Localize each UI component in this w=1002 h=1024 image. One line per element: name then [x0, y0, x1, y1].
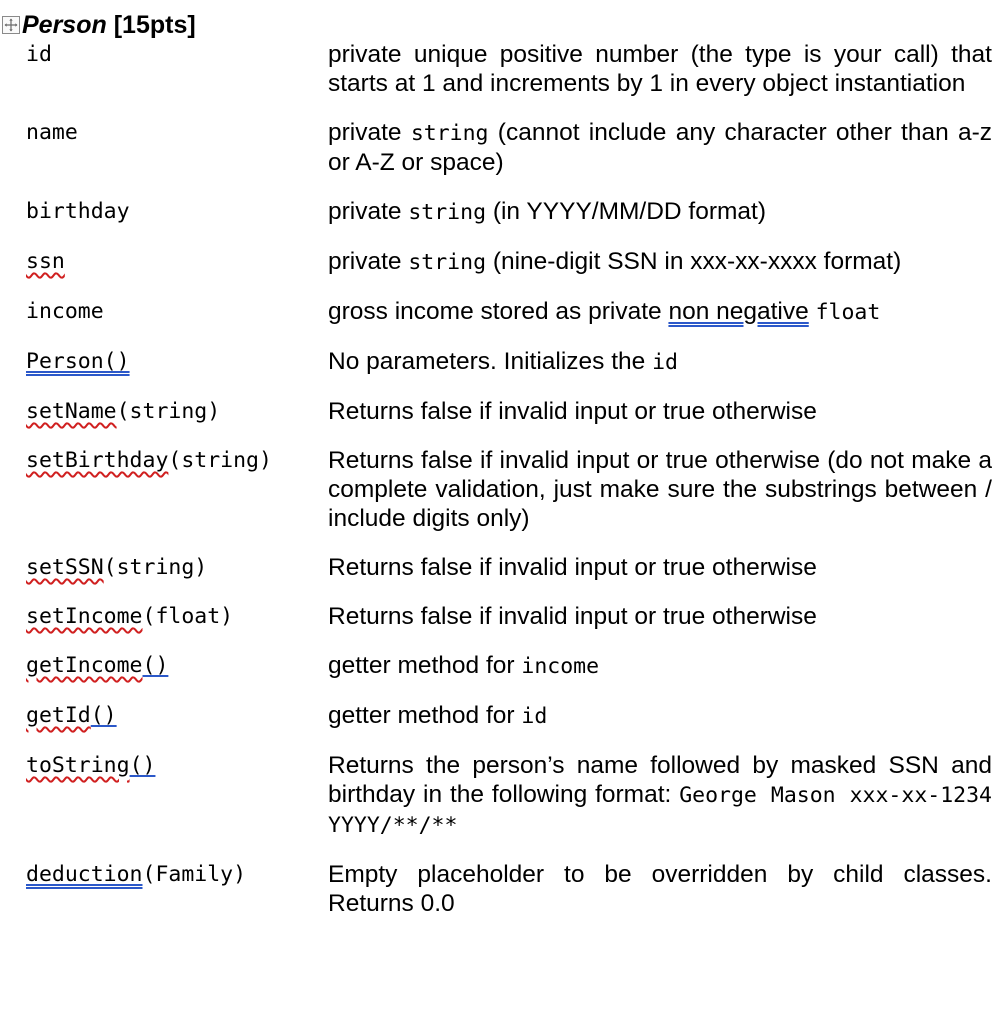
description-cell	[328, 397, 992, 446]
table-row	[26, 118, 992, 197]
description-text: Returns false if invalid input or true otherwise	[328, 603, 817, 630]
member-name: getIncome	[26, 653, 143, 678]
description-text: private	[328, 248, 409, 275]
description-cell	[328, 118, 992, 197]
member-cell	[26, 297, 328, 347]
description-cell	[328, 40, 992, 118]
member-name: setIncome	[26, 604, 143, 629]
member-name: income	[26, 299, 104, 324]
description-code: id	[652, 350, 678, 375]
member-args: (string)	[116, 399, 221, 424]
spec-table	[26, 40, 992, 938]
member-cell	[26, 751, 328, 860]
member-cell	[26, 860, 328, 938]
table-row	[26, 297, 992, 347]
member-args: ()	[129, 753, 156, 778]
table-row	[26, 197, 992, 247]
table-row	[26, 751, 992, 860]
description-text: Returns the person’s name followed by masked SSN and birthday in the following format:	[328, 752, 992, 808]
description-text: getter method for	[328, 702, 522, 729]
member-cell	[26, 247, 328, 297]
description-cell	[328, 247, 992, 297]
member-args: (string)	[168, 448, 272, 473]
points-label: [15pts]	[113, 11, 196, 39]
member-name: Person()	[26, 349, 130, 374]
description-code: float	[815, 300, 881, 325]
table-row	[26, 701, 992, 751]
member-name: setBirthday	[26, 448, 169, 473]
member-name: setName	[26, 399, 117, 424]
description-code: string	[410, 121, 489, 146]
table-move-handle-icon[interactable]	[2, 16, 20, 34]
section-heading	[0, 10, 196, 40]
description-cell	[328, 751, 992, 860]
member-name: name	[26, 120, 78, 145]
description-code: income	[521, 654, 600, 679]
table-row	[26, 446, 992, 553]
description-text: (cannot include any character other than a-z or A-Z or space)	[328, 119, 993, 176]
description-text: private	[328, 198, 409, 225]
description-code: id	[521, 704, 548, 729]
member-cell	[26, 651, 328, 701]
class-name: Person	[22, 11, 107, 39]
description-cell	[328, 553, 992, 602]
description-text: gross income stored as private	[328, 298, 669, 325]
table-row	[26, 397, 992, 446]
description-code: string	[408, 250, 487, 275]
table-row	[26, 860, 992, 938]
description-cell	[328, 347, 992, 397]
member-cell	[26, 397, 328, 446]
member-cell	[26, 40, 328, 118]
member-cell	[26, 197, 328, 247]
member-name: ssn	[26, 249, 65, 274]
description-cell	[328, 651, 992, 701]
description-text: No parameters. Initializes the	[328, 348, 653, 375]
member-cell	[26, 446, 328, 553]
description-code: string	[408, 200, 487, 225]
table-row	[26, 247, 992, 297]
member-args: ()	[142, 653, 169, 678]
description-cell	[328, 297, 992, 347]
member-name: deduction	[26, 862, 143, 887]
member-args: (float)	[142, 604, 234, 629]
member-args: (string)	[103, 555, 208, 580]
member-cell	[26, 553, 328, 602]
member-cell	[26, 602, 328, 651]
description-text: (in YYYY/MM/DD format)	[486, 198, 766, 225]
description-cell	[328, 197, 992, 247]
grammar-flagged-text[interactable]: non negative	[668, 298, 809, 325]
member-name: setSSN	[26, 555, 104, 580]
member-args: ()	[90, 703, 117, 728]
description-text: getter method for	[328, 652, 522, 679]
description-text: private	[328, 119, 411, 146]
table-row	[26, 651, 992, 701]
description-code: George Mason xxx-xx-1234 YYYY/**/**	[328, 783, 992, 838]
description-text: Returns false if invalid input or true otherwise (do not make a complete validation, just make sure the substrings between / include digits only)	[328, 447, 992, 532]
member-name: getId	[26, 703, 91, 728]
description-text: Empty placeholder to be overridden by child classes. Returns 0.0	[328, 861, 992, 917]
member-cell	[26, 347, 328, 397]
description-text: (nine-digit SSN in xxx-xx-xxxx format)	[486, 248, 902, 275]
table-row	[26, 40, 992, 118]
member-cell	[26, 118, 328, 197]
description-cell	[328, 860, 992, 938]
description-text	[809, 298, 816, 325]
description-cell	[328, 701, 992, 751]
heading-title	[22, 10, 196, 40]
table-row	[26, 602, 992, 651]
member-args: (Family)	[142, 862, 247, 887]
table-row	[26, 553, 992, 602]
member-name: id	[26, 42, 52, 67]
description-cell	[328, 602, 992, 651]
table-row	[26, 347, 992, 397]
description-text: Returns false if invalid input or true otherwise	[328, 554, 817, 581]
description-cell	[328, 446, 992, 553]
description-text: Returns false if invalid input or true otherwise	[328, 398, 817, 425]
member-name: toString	[26, 753, 130, 778]
member-name: birthday	[26, 199, 130, 224]
description-text: private unique positive number (the type is your call) that starts at 1 and increments by 1 in every object instantiation	[328, 41, 992, 97]
member-cell	[26, 701, 328, 751]
